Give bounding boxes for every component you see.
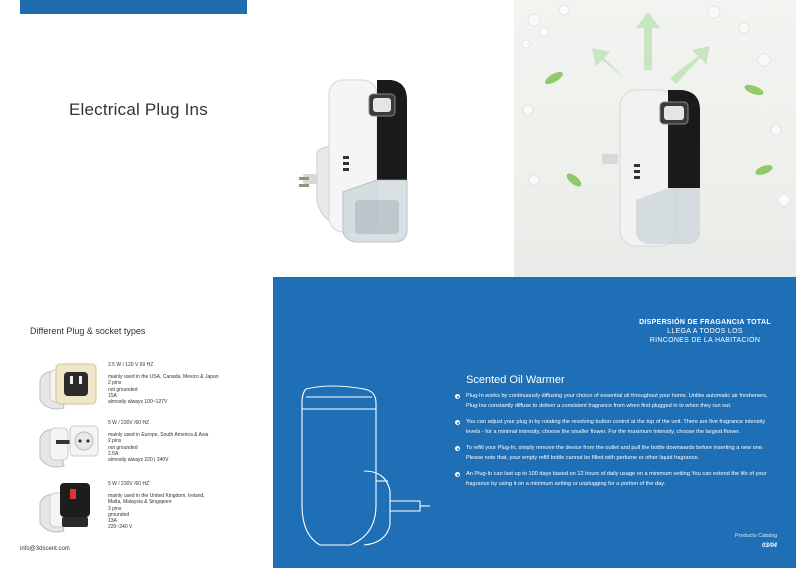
product-image-plug-in (295, 72, 420, 252)
plug-types-heading: Different Plug & socket types (30, 326, 146, 336)
plug-spec: 5 W / 230V /60 HZ (108, 481, 150, 487)
plug-in-outline-illustration (290, 385, 440, 555)
us-plug-socket-icon (34, 362, 104, 422)
uk-plug-socket-icon (34, 481, 104, 541)
plug-detail: not grounded (108, 444, 138, 451)
plug-detail: 13A (108, 518, 117, 525)
plug-type-uk (34, 481, 274, 541)
feature-item (455, 392, 777, 411)
plug-detail: almostly always 220 | 240V (108, 457, 169, 464)
feature-list (455, 392, 777, 496)
plug-type-us (34, 362, 274, 422)
plug-detail: not grounded (108, 386, 138, 393)
plug-detail: mainly used in the United Kingdom, Ireland, (108, 493, 205, 500)
page-number: 03/04 (762, 543, 778, 549)
plug-detail: 2 pins (108, 380, 122, 387)
feature-item (455, 418, 777, 437)
contact-email: info@3dscent.com (20, 546, 70, 552)
header-accent-bar (20, 0, 247, 14)
feature-text: Plug-In works by continuously diffusing your choice of essential oil throughout your home. Unlike automatic air fresheners, Plug-Ins constantly diffuse to deliver a consistent fragrance from when first plugged in to when they run out. (466, 393, 768, 409)
bullet-icon (455, 472, 460, 477)
section-title-scented-oil-warmer: Scented Oil Warmer (466, 374, 565, 386)
page-title: Electrical Plug Ins (69, 100, 208, 119)
tagline-line-1: DISPERSIÓN DE FRAGANCIA TOTAL (639, 319, 771, 326)
bullet-icon (455, 394, 460, 399)
plug-spec: 5 W / 230V /60 HZ (108, 420, 150, 426)
plug-detail: 3 pins (108, 505, 122, 512)
feature-text: An Plug-In can last up to 100 days based on 12 hours of daily usage on a minimum setting.You can extend the life of your fragrance by using it on a minimum setting or unplugging for a portion of the day. (466, 471, 767, 487)
plug-detail: almostly always 100~127V (108, 399, 168, 406)
bullet-icon (455, 446, 460, 451)
plug-detail: 220~240 V (108, 524, 133, 531)
plug-type-eu (34, 420, 274, 480)
feature-text: To refill your Plug-In, simply remove the device from the outlet and pull the bottle downwards before inserting a new one. Please note that, your empty refill bottle cannot be filled with perfume or other liquid fragrance. (466, 445, 764, 461)
plug-detail: mainly used in the USA, Canada, Mexico & Japan (108, 374, 219, 381)
product-lifestyle-photo (514, 0, 796, 277)
plug-detail: 15A (108, 392, 117, 399)
tagline-line-2: LLEGA A TODOS LOS (667, 328, 743, 335)
plug-detail: mainly used in Europe, South America & Asia (108, 432, 209, 439)
tagline (610, 318, 796, 345)
catalog-label: Products Catalog (735, 533, 778, 539)
plug-spec: 2.5 W / 120 V 60 HZ (108, 362, 154, 368)
feature-text: You can adjust your plug in by rotating the revolving button control at the top of the unit. There are five fragrance intensity levels - for a minimal intensity, choose the smaller flower. For the maximum intensity, choose the largest flower. (466, 419, 766, 435)
feature-item (455, 444, 777, 463)
tagline-line-3: RINCONES DE LA HABITACIÓN (649, 337, 761, 344)
feature-item (455, 470, 777, 489)
plug-detail: grounded (108, 511, 130, 518)
plug-detail: Malta, Malaysia & Singapore (108, 499, 172, 506)
plug-detail: 2 pins (108, 438, 122, 445)
eu-plug-socket-icon (34, 420, 104, 480)
plug-detail: 2.5A (108, 450, 119, 457)
bullet-icon (455, 420, 460, 425)
